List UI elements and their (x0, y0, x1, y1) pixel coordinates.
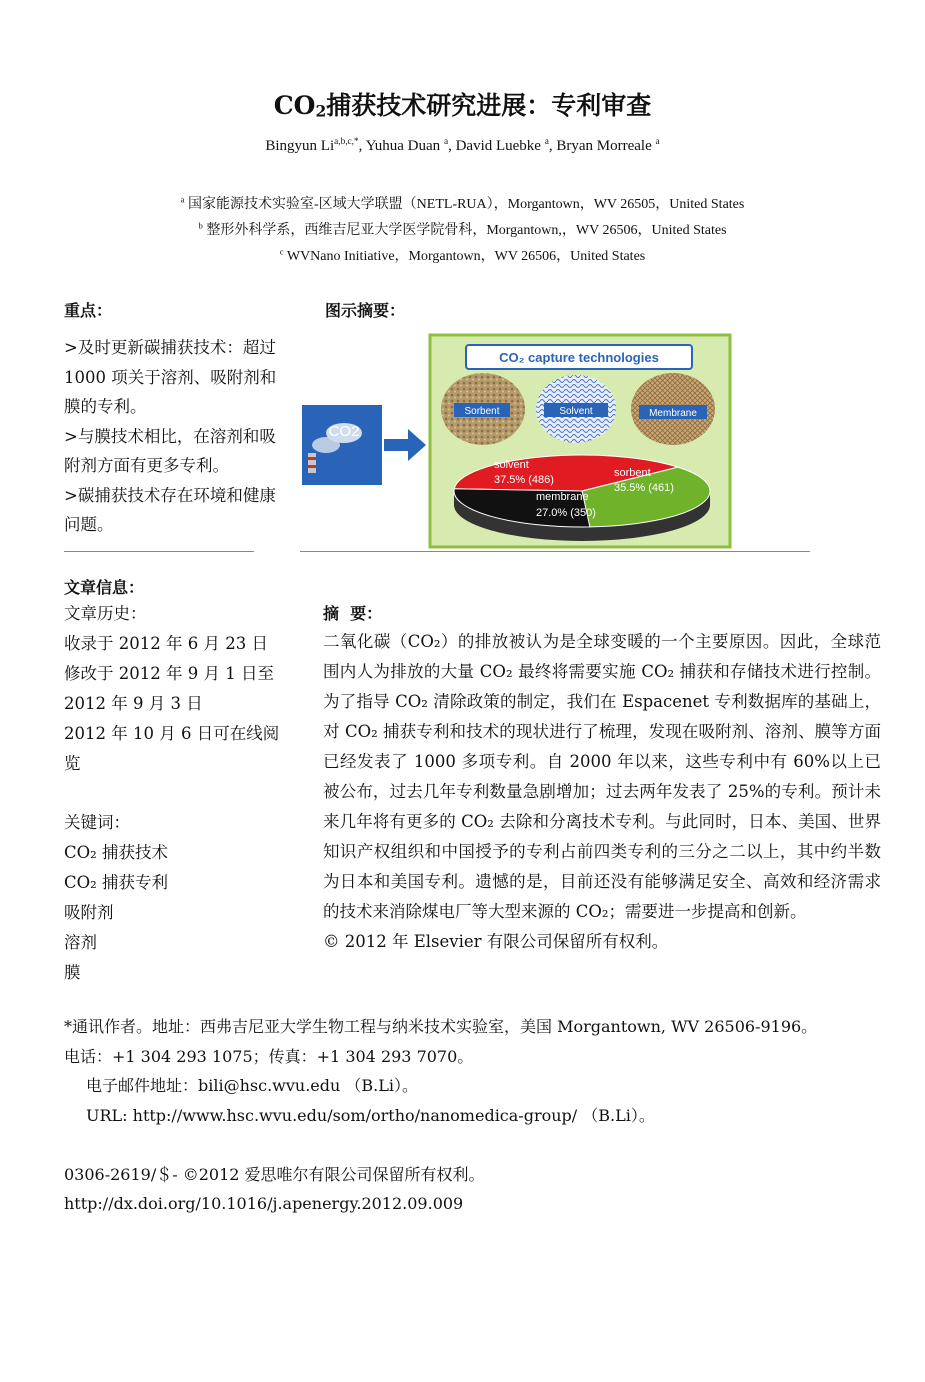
affiliation: $^c$ WVNano Initiative，Morgantown，WV 26506，United States (279, 246, 646, 264)
co2-label: CO2 (328, 423, 360, 440)
history-item: 2012 年 10 月 6 日可在线阅览 (64, 724, 280, 773)
keywords (64, 808, 282, 988)
author: Yuhua Duan $^a$, (365, 137, 456, 154)
tech-label: Membrane (649, 408, 697, 419)
page-title: $CO_2$捕获技术研究进展：专利审查 (273, 91, 652, 121)
abstract-text: 二氧化碳（CO₂）的排放被认为是全球变暖的一个主要原因。因此，全球范围内人为排放的大量 CO₂ 最终将需要实施 CO₂ 捕获和存储技术进行控制。为了指导 CO₂ 清除政策的制定，我们在 Espacenet 专利数据库的基础上，对 CO₂ 捕获专利和技术的现状进行了梳理，发现在吸附剂、溶剂、膜等方面已经发表了 1000 多项专利。自 2000 年以来，这些专利中有 60%以上已被公布，过去几年专利数量急剧增加；过去两年发表了 25%的专利。预计未来几年将有更多的 CO₂ 去除和分离技术专利。与此同时，日本、美国、世界知识产权组织和中国授予的专利占前四类专利的三分之二以上，其中约半数为日本和美国专利。遗憾的是，目前还没有能够满足安全、高效和经济需求的技术来消除煤电厂等大型来源的 CO₂；需要进一步提高和创新。 (323, 632, 881, 921)
graphical-abstract-figure (300, 333, 732, 549)
author-list (0, 137, 925, 155)
keyword: CO₂ 捕获专利 (64, 873, 169, 892)
keyword: 溶剂 (64, 933, 97, 952)
author: David Luebke $^a$, (455, 137, 557, 154)
tech-label: Solvent (559, 406, 593, 417)
highlights-heading: 重点： (64, 301, 113, 320)
arrow-icon (384, 429, 426, 461)
article-history (64, 599, 282, 779)
abstract-copyright: © 2012 年 Elsevier 有限公司保留所有权利。 (323, 932, 669, 951)
abstract-body (323, 627, 881, 957)
pie-label: sorbent (614, 467, 651, 479)
issn-line: 0306-2619/＄- ©2012 爱思唯尔有限公司保留所有权利。 (64, 1165, 485, 1184)
pie-value: 35.5% (461) (614, 482, 674, 494)
pie-value: 27.0% (350) (536, 507, 596, 519)
pie-label: membrane (536, 491, 589, 503)
email-note: 电子邮件地址：bili@hsc.wvu.edu （B.Li）。 (86, 1076, 418, 1095)
pie-value: 37.5% (486) (494, 474, 554, 486)
affiliation: $^a$ 国家能源技术实验室-区域大学联盟（NETL-RUA），Morgantown，WV 26505，United States (180, 194, 745, 212)
history-label: 文章历史： (64, 604, 147, 623)
highlight-item: >及时更新碳捕获技术：超过 1000 项关于溶剂、吸附剂和膜的专利。 (64, 338, 277, 416)
graphical-abstract-heading: 图示摘要： (325, 301, 406, 320)
divider (64, 551, 254, 552)
history-item: 修改于 2012 年 9 月 1 日至 2012 年 9 月 3 日 (64, 664, 274, 713)
author: Bryan Morreale $^a$ (556, 137, 660, 154)
affiliation: $^b$ 整形外科学系，西维吉尼亚大学医学院骨科，Morgantown,，WV 26506，United States (198, 220, 727, 238)
doi-link[interactable]: http://dx.doi.org/10.1016/j.apenergy.2012.09.009 (64, 1194, 464, 1213)
article-info-heading: 文章信息： (64, 578, 145, 597)
history-item: 收录于 2012 年 6 月 23 日 (64, 634, 268, 653)
highlight-item: >碳捕获技术存在环境和健康问题。 (64, 485, 276, 534)
correspondence-note: *通讯作者。地址：西弗吉尼亚大学生物工程与纳米技术实验室，美国 Morgantown, WV 26506-9196。 (64, 1017, 818, 1036)
url-note: URL: http://www.hsc.wvu.edu/som/ortho/nanomedica-group/ （B.Li）。 (86, 1106, 655, 1125)
phone-note: 电话：+1 304 293 1075；传真：+1 304 293 7070。 (64, 1047, 474, 1066)
author: Bingyun $Li^{a,b,c,*}$, (265, 137, 366, 154)
highlight-item: >与膜技术相比，在溶剂和吸附剂方面有更多专利。 (64, 426, 276, 475)
keywords-label: 关键词： (64, 813, 130, 832)
keyword: CO₂ 捕获技术 (64, 843, 169, 862)
keyword: 吸附剂 (64, 903, 114, 922)
highlights-list (64, 333, 282, 540)
banner-text: CO₂ capture technologies (499, 350, 659, 365)
tech-label: Sorbent (464, 406, 500, 417)
divider (300, 551, 810, 552)
pie-label: solvent (494, 459, 529, 471)
abstract-heading: 摘 要： (323, 604, 383, 623)
keyword: 膜 (64, 963, 81, 982)
